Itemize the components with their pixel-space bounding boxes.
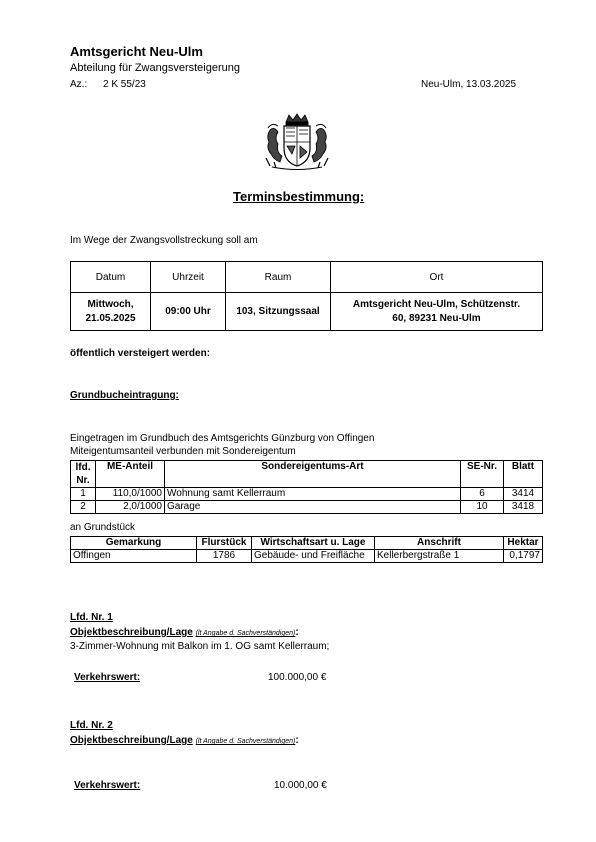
- header-place: Ort: [331, 262, 543, 293]
- header-district: Gemarkung: [71, 537, 197, 550]
- land-register-heading: Grundbucheintragung:: [70, 390, 179, 401]
- header-sheet: Blatt: [504, 461, 543, 488]
- appointment-place: Amtsgericht Neu-Ulm, Schützenstr. 60, 89231 Neu-Ulm: [331, 293, 543, 331]
- item-2-desc-label: Objektbeschreibung/Lage (lt Angabe d. Sachverständigen):: [70, 735, 299, 746]
- item-1-title: Lfd. Nr. 1: [70, 612, 113, 623]
- plot-usage: Gebäude- und Freifläche: [252, 550, 375, 563]
- plot-hectare: 0,1797: [504, 550, 543, 563]
- header-room: Raum: [226, 262, 331, 293]
- table-row: [71, 501, 543, 514]
- row-sheet: 3418: [504, 501, 543, 514]
- item-1-value: 100.000,00 €: [268, 672, 327, 683]
- header-unit-type: Sondereigentums-Art: [165, 461, 461, 488]
- row-sheet: 3414: [504, 488, 543, 501]
- plot-parcel: 1786: [197, 550, 252, 563]
- place-date: Neu-Ulm, 13.03.2025: [421, 79, 517, 90]
- item-2-value-label: Verkehrswert:: [74, 780, 141, 791]
- appointment-date: Mittwoch, 21.05.2025: [71, 293, 151, 331]
- header-hectare: Hektar: [504, 537, 543, 550]
- page-title: Terminsbestimmung:: [233, 189, 365, 204]
- plot-address: Kellerbergstraße 1: [375, 550, 504, 563]
- plot-label: an Grundstück: [70, 522, 136, 533]
- plot-table: [70, 536, 543, 563]
- header-date: Datum: [71, 262, 151, 293]
- header-parcel: Flurstück: [197, 537, 252, 550]
- appointment-room: 103, Sitzungssaal: [226, 293, 331, 331]
- row-se: 10: [461, 501, 504, 514]
- item-1-value-label: Verkehrswert:: [74, 672, 141, 683]
- auction-text: öffentlich versteigert werden:: [70, 348, 211, 359]
- case-number: 2 K 55/23: [103, 79, 146, 90]
- row-share: 110,0/1000: [96, 488, 165, 501]
- row-se: 6: [461, 488, 504, 501]
- header-usage: Wirtschaftsart u. Lage: [252, 537, 375, 550]
- header-time: Uhrzeit: [151, 262, 226, 293]
- unit-table: [70, 460, 543, 514]
- item-2-value: 10.000,00 €: [274, 780, 327, 791]
- header-share: ME-Anteil: [96, 461, 165, 488]
- row-nr: 2: [71, 501, 96, 514]
- land-register-line1: Eingetragen im Grundbuch des Amtsgerichts Günzburg von Offingen: [70, 433, 375, 444]
- table-row: [71, 488, 543, 501]
- header-se-nr: SE-Nr.: [461, 461, 504, 488]
- row-nr: 1: [71, 488, 96, 501]
- court-name: Amtsgericht Neu-Ulm: [70, 44, 203, 59]
- item-1-desc-text: 3-Zimmer-Wohnung mit Balkon im 1. OG samt Kellerraum;: [70, 641, 330, 652]
- table-row: [71, 550, 543, 563]
- header-address: Anschrift: [375, 537, 504, 550]
- row-type: Wohnung samt Kellerraum: [165, 488, 461, 501]
- land-register-line2: Miteigentumsanteil verbunden mit Sondereigentum: [70, 446, 296, 457]
- case-number-label: Az.:: [70, 79, 88, 90]
- appointment-time: 09:00 Uhr: [151, 293, 226, 331]
- coat-of-arms-icon: [262, 112, 332, 170]
- header-lfd-nr: lfd. Nr.: [71, 461, 96, 488]
- court-department: Abteilung für Zwangsversteigerung: [70, 62, 240, 74]
- plot-district: Offingen: [71, 550, 197, 563]
- appointment-table: [70, 261, 543, 331]
- item-1-desc-label: Objektbeschreibung/Lage (lt Angabe d. Sachverständigen):: [70, 627, 299, 638]
- row-type: Garage: [165, 501, 461, 514]
- item-2-title: Lfd. Nr. 2: [70, 720, 113, 731]
- row-share: 2,0/1000: [96, 501, 165, 514]
- intro-text: Im Wege der Zwangsvollstreckung soll am: [70, 235, 258, 246]
